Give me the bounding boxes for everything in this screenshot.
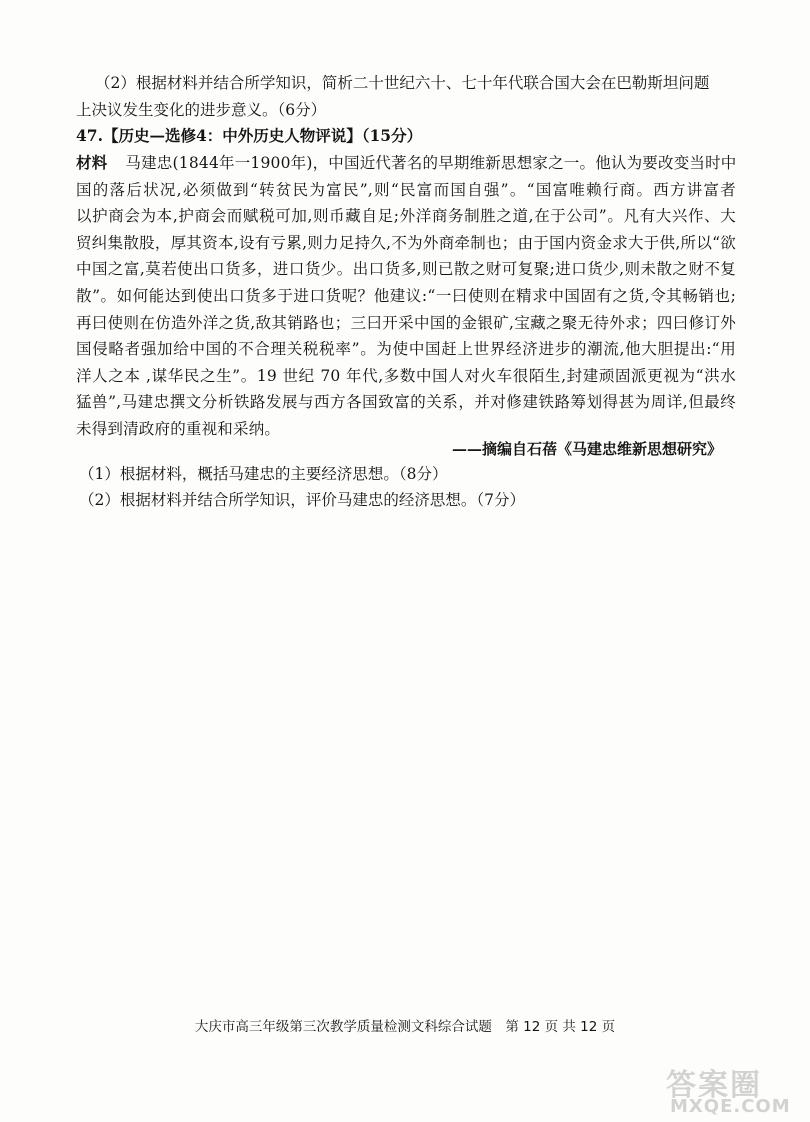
material-line: 以护商会为本,护商会而赋税可加,则币藏自足;外洋商务制胜之道,在于公司”。凡有大兴作、大 [76, 207, 736, 226]
material-line: 散”。如何能达到使出口货多于进口货呢？他建议:“一曰使则在精求中国固有之货,令其畅销也; [76, 286, 736, 305]
material-line: 国的落后状况,必须做到“转贫民为富民”,则“民富而国自强”。“国富唯赖行商。西方讲富者 [76, 180, 736, 199]
sub-question-2: （2）根据材料并结合所学知识，评价马建忠的经济思想。（7分） [79, 491, 525, 509]
material-line: 材料 马建忠(1844年一1900年)，中国近代著名的早期维新思想家之一。他认为要改变当时中 [76, 153, 737, 172]
material-line: 再曰使则在仿造外洋之货,敌其销路也；三曰开采中国的金银矿,宝藏之聚无待外求；四曰修订外 [76, 313, 736, 332]
material-line: 洋人之本 ,谋华民之生”。19 世纪 70 年代,多数中国人对火车很陌生,封建顽固派更视为“洪水 [76, 366, 736, 385]
material-line: 贸纠集散股，厚其资本,设有亏累,则力足持久,不为外商牵制也；由于国内资金求大于供,所以“欲 [76, 233, 736, 252]
previous-question-line-2: 上决议发生变化的进步意义。（6分） [76, 101, 327, 119]
material-line: 国侵略者强加给中国的不合理关税税率”。为使中国赶上世界经济进步的潮流,他大胆提出:“用 [76, 340, 736, 359]
question-47-title: 47.【历史—选修4：中外历史人物评说】（15分） [76, 126, 423, 145]
previous-question-line-1: （2）根据材料并结合所学知识，简析二十世纪六十、七十年代联合国大会在巴勒斯坦问题 [95, 74, 710, 92]
material-line: 未得到清政府的重视和采纳。 [76, 419, 281, 438]
material-line: 中国之富,莫若使出口货多，进口货少。出口货多,则已散之财可复聚;进口货少,则未散之财不复 [76, 260, 736, 279]
watermark-main-text: 答案圈 [666, 1068, 762, 1103]
watermark-sub-text: MXQE.COM [670, 1096, 791, 1117]
watermark-logo [666, 1060, 796, 1118]
sub-question-1: （1）根据材料，概括马建忠的主要经济思想。（8分） [79, 465, 448, 483]
material-line: 猛兽”,马建忠撰文分析铁路发展与西方各国致富的关系，并对修建铁路筹划得甚为周详,但最终 [76, 393, 736, 412]
page-footer: 大庆市高三年级第三次教学质量检测文科综合试题 第 12 页 共 12 页 [194, 1019, 616, 1035]
material-label: 材料 [76, 153, 108, 172]
material-source: ——摘编自石蓓《马建忠维新思想研究》 [451, 440, 722, 458]
material-block [76, 150, 736, 443]
